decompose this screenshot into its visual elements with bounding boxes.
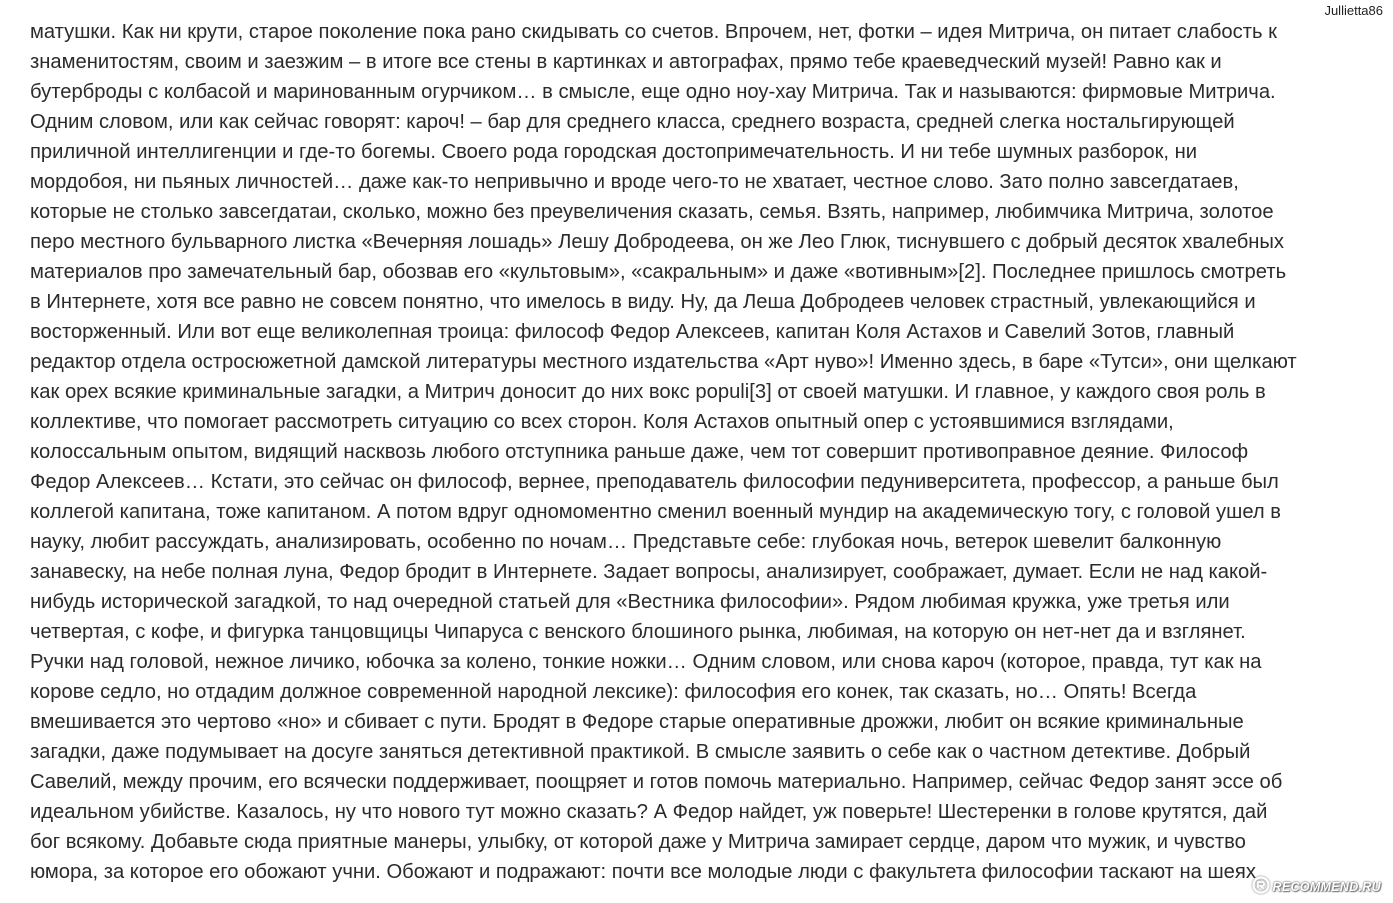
text-line: как орех всякие криминальные загадки, а Митрич доносит до них вокс populi[3] от своей матушки. И главное, у каждого своя роль в — [30, 381, 1266, 403]
text-line: перо местного бульварного листка «Вечерняя лошадь» Лешу Добродеева, он же Лео Глюк, тиснувшего с добрый десяток хвалебных — [30, 231, 1285, 253]
text-line: Савелий, между прочим, его всячески поддерживает, поощряет и готов помочь материально. Например, сейчас Федор занят эссе об — [30, 771, 1283, 793]
watermark — [1252, 876, 1381, 897]
text-line: Одним словом, или как сейчас говорят: кароч! – бар для среднего класса, среднего возраста, средней слегка ностальгирующей — [30, 111, 1235, 133]
text-line: редактор отдела остросюжетной дамской литературы местного издательства «Арт нуво»! Именно здесь, в баре «Тутси», они щелкают — [30, 351, 1297, 373]
text-line: бутерброды с колбасой и маринованным огурчиком… в смысле, еще одно ноу-хау Митрича. Так и называются: фирмовые Митрича. — [30, 81, 1276, 103]
text-line: вмешивается это чертово «но» и сбивает с пути. Бродят в Федоре старые оперативные дрожжи, любит он всякие криминальные — [30, 711, 1244, 733]
text-line: юмора, за которое его обожают учни. Обожают и подражают: почти все молодые люди с факультета философии таскают на шеях — [30, 861, 1256, 883]
text-line: четвертая, с кофе, и фигурка танцовщицы Чипаруса с венского блошиного рынка, любимая, на которую он нет-нет да и взглянет. — [30, 621, 1246, 643]
text-line: материалов про замечательный бар, обозвав его «культовым», «сакральным» и даже «вотивным»[2]. Последнее пришлось смотреть — [30, 261, 1287, 283]
review-text — [30, 17, 1375, 887]
text-line: матушки. Как ни крути, старое поколение пока рано скидывать со счетов. Впрочем, нет, фотки – идея Митрича, он питает слабость к — [30, 21, 1277, 43]
text-line: мордобоя, ни пьяных личностей… даже как-то непривычно и вроде чего-то не хватает, честное слово. Зато полно завсегдатаев, — [30, 171, 1239, 193]
text-line: Ручки над головой, нежное личико, юбочка за колено, тонкие ножки… Одним словом, или снова кароч (которое, правда, тут как на — [30, 651, 1262, 673]
text-line: знаменитостям, своим и заезжим – в итоге все стены в картинках и автографах, прямо тебе краеведческий музей! Равно как и — [30, 51, 1222, 73]
text-line: занавеску, на небе полная луна, Федор бродит в Интернете. Задает вопросы, анализирует, соображает, думает. Если не над какой- — [30, 561, 1268, 583]
recommend-logo-icon — [1252, 876, 1270, 897]
text-line: Федор Алексеев… Кстати, это сейчас он философ, вернее, преподаватель философии педуниверситета, профессор, а раньше был — [30, 471, 1279, 493]
text-line: приличной интеллигенции и где-то богемы. Своего рода городская достопримечательность. И ни тебе шумных разборок, ни — [30, 141, 1198, 163]
text-line: нибудь исторической загадкой, то над очередной статьей для «Вестника философии». Рядом любимая кружка, уже третья или — [30, 591, 1230, 613]
text-line: коллективе, что помогает рассмотреть ситуацию со всех сторон. Коля Астахов опытный опер с устоявшимися взглядами, — [30, 411, 1174, 433]
username: Jullietta86 — [1324, 3, 1383, 18]
text-line: в Интернете, хотя все равно не совсем понятно, что имелось в виду. Ну, да Леша Добродеев человек страстный, увлекающийся и — [30, 291, 1256, 313]
text-line: восторженный. Или вот еще великолепная троица: философ Федор Алексеев, капитан Коля Астахов и Савелий Зотов, главный — [30, 321, 1235, 343]
text-line: загадки, даже подумывает на досуге заняться детективной практикой. В смысле заявить о себе как о частном детективе. Добрый — [30, 741, 1251, 763]
text-line: корове седло, но отдадим должное современной народной лексике): философия его конек, так сказать, но… Опять! Всегда — [30, 681, 1197, 703]
text-line: науку, любит рассуждать, анализировать, особенно по ночам… Представьте себе: глубокая ночь, ветерок шевелит балконную — [30, 531, 1222, 553]
text-line: коллегой капитана, тоже капитаном. А потом вдруг одномоментно сменил военный мундир на академическую тогу, с головой ушел в — [30, 501, 1282, 523]
text-line: идеальном убийстве. Казалось, ну что нового тут можно сказать? А Федор найдет, уж поверьте! Шестеренки в голове крутятся, дай — [30, 801, 1268, 823]
text-line: которые не столько завсегдатаи, сколько, можно без преувеличения сказать, семья. Взять, например, любимчика Митрича, золотое — [30, 201, 1274, 223]
watermark-text: RECOMMEND.RU — [1272, 879, 1381, 894]
text-line: колоссальным опытом, видящий насквозь любого отступника раньше даже, чем тот совершит противоправное деяние. Философ — [30, 441, 1249, 463]
text-line: бог всякому. Добавьте сюда приятные манеры, улыбку, от которой даже у Митрича замирает сердце, даром что мужик, и чувство — [30, 831, 1246, 853]
